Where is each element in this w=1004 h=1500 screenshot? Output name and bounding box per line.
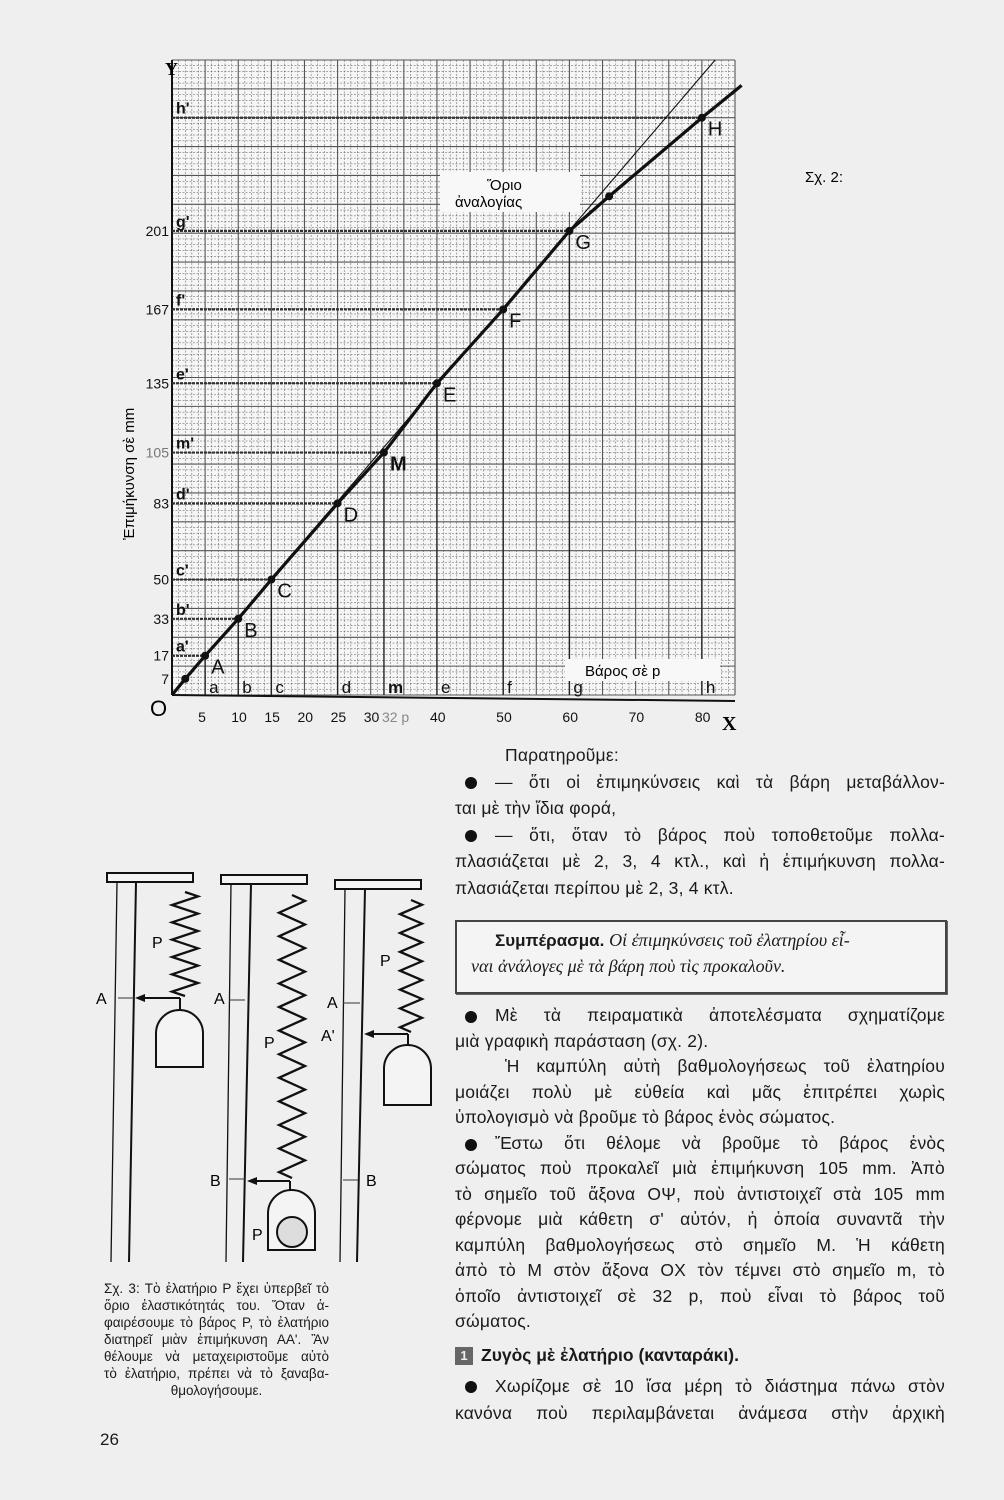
- x-tick-label: 40: [429, 709, 446, 725]
- weight-3: [384, 1045, 431, 1105]
- y-tick-label: 83: [153, 495, 169, 512]
- body-line: Ἔστω ὅτι θέλομε νὰ βροῦμε τὸ βάρος ἑνὸς: [455, 1131, 945, 1157]
- projection-label: e': [176, 366, 189, 384]
- caption-line: θέλουμε νὰ μεταχειριστοῦμε αὐτὸ: [104, 1349, 329, 1364]
- point-label-H: H: [707, 118, 723, 141]
- x-tick-label: 80: [694, 709, 711, 725]
- observation-line: ται μὲ τὴν ἴδια φορά,: [455, 798, 617, 818]
- caption-line: ὅριο ἐλαστικότητάς του. Ὅταν ἀ-: [104, 1298, 329, 1313]
- label-P-2: P: [264, 1035, 275, 1052]
- x-axis-name: X: [722, 713, 737, 735]
- point-label-G: G: [575, 231, 591, 254]
- data-point: [605, 192, 613, 200]
- section-line: Χωρίζομε σὲ 10 ἴσα μέρη τὸ διάστημα πάνω στὸν: [455, 1373, 945, 1400]
- page-number: 26: [100, 1430, 119, 1449]
- section-text: [455, 1373, 945, 1426]
- foot-label-g: g: [573, 678, 583, 697]
- label-B-3: B: [366, 1173, 377, 1190]
- body-line: Μὲ τὰ πειραματικὰ ἀποτελέσματα σχηματίζομε: [455, 1003, 945, 1029]
- mass-ball: [277, 1217, 307, 1247]
- caption-line: διατηρεῖ μιὰν ἐπιμήκυνση ΑΑ'. Ἂν: [104, 1332, 329, 1347]
- section-line: κανόνα ποὺ περιλαμβάνεται ἀνάμεσα στὴν ἀρχικὴ: [455, 1402, 945, 1423]
- data-point: [698, 114, 706, 122]
- body-line: ὁποῖο ἀντιστοιχεῖ σὲ 32 p, ποὺ εἶναι τὸ βάρος τοῦ: [455, 1285, 945, 1306]
- foot-label-d: d: [341, 678, 352, 697]
- point-label-C: C: [277, 580, 292, 603]
- observation-line: πλασιάζεται μὲ 2, 3, 4 κτλ., καὶ ἡ ἐπιμήκυνση πολλα-: [455, 851, 945, 871]
- body-line: φέρνομε μιὰ κάθετη σ' αὐτόν, ἡ ὁποία συναντᾶ τὴν: [455, 1209, 945, 1229]
- x-axis-label: Βάρος σὲ p: [585, 663, 661, 680]
- label-A-1: A: [96, 991, 107, 1008]
- section-number: 1: [455, 1347, 473, 1365]
- y-tick-label: 7: [161, 670, 169, 687]
- foot-label-h: h: [705, 678, 716, 697]
- conclusion-text: Οἱ ἐπιμηκύνσεις τοῦ ἐλατηρίου εἶ-: [609, 930, 850, 950]
- x-tick-label: 32 p: [381, 709, 410, 725]
- spring-2: [279, 895, 305, 1178]
- y-tick-label: 105: [145, 444, 169, 461]
- foot-label-m: m: [387, 678, 404, 697]
- body-line: Ἡ καμπύλη αὐτὴ βαθμολογήσεως τοῦ ἐλατηρίου: [505, 1056, 945, 1076]
- y-tick-label: 167: [145, 301, 169, 318]
- projection-label: g': [176, 213, 190, 231]
- foot-label-e: e: [440, 678, 451, 697]
- section-title: Ζυγὸς μὲ ἐλατήριο (κανταράκι).: [481, 1345, 739, 1365]
- projection-label: f': [176, 292, 186, 310]
- scale-ruler-2: [226, 884, 231, 1262]
- body-line: μιὰ γραφικὴ παράσταση (σχ. 2).: [455, 1030, 709, 1051]
- point-label-D: D: [343, 504, 359, 527]
- caption-line: Σχ. 3: Τὸ ἐλατήριο P ἔχει ὑπερβεῖ τὸ: [104, 1281, 329, 1296]
- scale-ruler-3: [340, 889, 345, 1262]
- pointer-arrow-2-head: [247, 1177, 257, 1185]
- projection-label: m': [176, 435, 195, 453]
- data-point: [499, 305, 507, 313]
- y-tick-label: 50: [153, 571, 169, 588]
- body-line: ἀπὸ τὸ Μ στὸν ἄξονα ΟΧ τὸν τέμνει στὸ σημεῖο m, τὸ: [455, 1260, 945, 1280]
- stand-pole-1: [129, 882, 136, 1262]
- body-line: ὑπολογισμὸ νὰ βροῦμε τὸ βάρος ἑνὸς σώματος.: [455, 1107, 836, 1127]
- x-tick-label: 10: [231, 709, 247, 725]
- x-tick-label: 15: [264, 709, 280, 725]
- label-B-2: B: [210, 1173, 221, 1190]
- point-label-M: M: [389, 453, 407, 476]
- caption-line: τὸ ἐλατήριο, πρέπει νὰ τὸ ξαναβα-: [104, 1366, 329, 1381]
- projection-label: h': [176, 100, 190, 118]
- observation-line: πλασιάζεται περίπου μὲ 2, 3, 4 κτλ.: [455, 877, 734, 898]
- projection-label: b': [176, 601, 190, 619]
- point-label-A: A: [211, 656, 225, 679]
- label-A-3: A: [327, 995, 338, 1012]
- label-A-prime: A': [321, 1028, 335, 1045]
- chart-title: Σχ. 2:: [805, 169, 843, 186]
- caption-line: θμολογήσουμε.: [170, 1383, 263, 1398]
- spring-1: [172, 892, 198, 996]
- y-tick-label: 33: [153, 610, 169, 627]
- annotation-line1: Ὅριο: [487, 177, 522, 194]
- caption-line: φαιρέσουμε τὸ βάρος P, τὸ ἐλατήριο: [104, 1315, 329, 1330]
- body-line: καμπύλη βαθμολογήσεως στὸ σημεῖο Μ. Ἡ κάθετη: [455, 1234, 945, 1255]
- body-line: σώματος.: [455, 1311, 531, 1331]
- conclusion-label: Συμπέρασμα.: [495, 931, 605, 950]
- x-tick-label: 20: [297, 709, 314, 725]
- body-line: σώματος ποὺ προκαλεῖ μιὰ ἐπιμήκυνση 105 mm. Ἀπὸ: [455, 1158, 945, 1178]
- label-P-ball: P: [252, 1227, 263, 1244]
- x-tick-label: 50: [496, 709, 512, 725]
- stand-top-1: [107, 873, 193, 882]
- body-text: [455, 1003, 945, 1335]
- x-tick-label: 70: [628, 709, 645, 725]
- stand-pole-3: [357, 889, 365, 1262]
- foot-label-b: b: [242, 678, 252, 697]
- foot-label-f: f: [507, 678, 512, 697]
- body-line: μοιάζει πολὺ μὲ εὐθεία καὶ μᾶς ἐπιτρέπει χωρὶς: [455, 1081, 945, 1102]
- spring-3: [400, 900, 422, 1032]
- section-heading: [455, 1345, 739, 1366]
- conclusion-box: [455, 920, 947, 994]
- observation-line: — ὅτι, ὅταν τὸ βάρος ποὺ τοποθετοῦμε πολλα-: [455, 822, 945, 849]
- x-tick-label: 5: [198, 709, 206, 725]
- label-P-1: P: [152, 935, 163, 952]
- spring-figure: [0, 0, 460, 1280]
- x-tick-label: 30: [363, 709, 380, 725]
- pointer-arrow-1-head: [135, 994, 145, 1002]
- origin-label: O: [150, 696, 168, 721]
- body-line: τὸ σημεῖο τοῦ ἄξονα ΟΨ, ποὺ ἀντιστοιχεῖ στὰ 105 mm: [455, 1183, 945, 1204]
- stand-top-3: [335, 880, 421, 889]
- x-tick-label: 60: [562, 709, 578, 725]
- foot-label-a: a: [209, 678, 219, 697]
- scale-ruler-1: [111, 882, 117, 1262]
- y-tick-label: 135: [145, 375, 169, 392]
- stand-pole-2: [243, 884, 251, 1262]
- y-tick-label: 201: [145, 222, 169, 239]
- projection-label: a': [176, 638, 189, 656]
- observations: [455, 742, 945, 901]
- point-label-F: F: [509, 310, 522, 333]
- observations-intro: Παρατηροῦμε:: [505, 745, 619, 765]
- observation-line: — ὅτι οἱ ἐπιμηκύνσεις καὶ τὰ βάρη μεταβάλλον-: [455, 769, 945, 796]
- annotation-line2: ἀναλογίας: [455, 194, 523, 211]
- projection-label: d': [176, 486, 190, 504]
- conclusion-text-cont: ναι ἀνάλογες μὲ τὰ βάρη ποὺ τὶς προκαλοῦν.: [471, 956, 786, 976]
- y-tick-label: 17: [153, 647, 169, 664]
- pointer-arrow-3-head: [364, 1030, 374, 1038]
- foot-label-c: c: [275, 678, 284, 697]
- y-axis-name: Y: [165, 59, 178, 79]
- point-label-E: E: [442, 384, 457, 407]
- label-A-2: A: [214, 991, 225, 1008]
- data-point: [565, 227, 573, 235]
- stand-top-2: [221, 875, 307, 884]
- x-tick-label: 25: [330, 709, 347, 725]
- weight-1: [156, 1010, 203, 1067]
- projection-label: c': [176, 562, 189, 580]
- point-label-B: B: [244, 619, 258, 642]
- label-P-3: P: [380, 953, 391, 970]
- figure-3-caption: [104, 1280, 329, 1399]
- y-axis-label: Ἐπιμήκυνση σὲ mm: [121, 407, 138, 540]
